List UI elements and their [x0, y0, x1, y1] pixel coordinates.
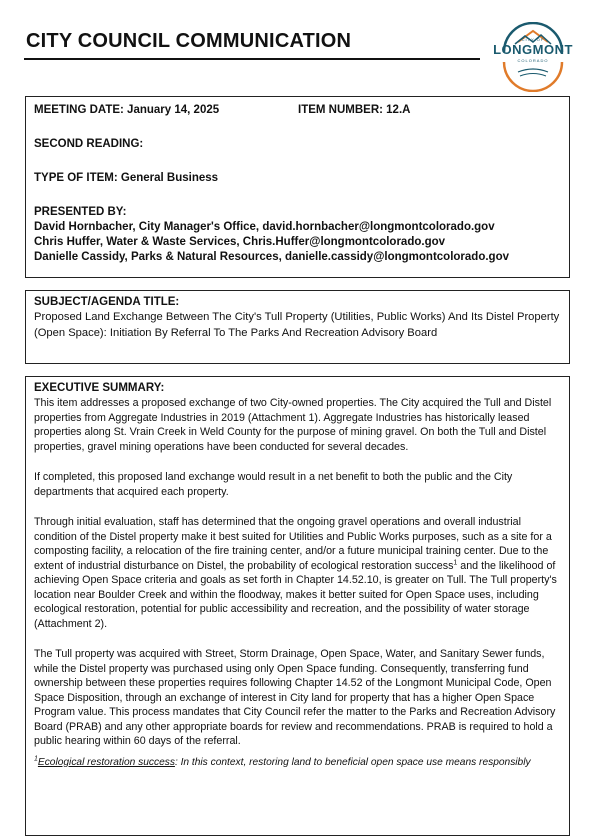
item-number: ITEM NUMBER: 12.A: [298, 104, 411, 116]
executive-summary-box: [25, 376, 570, 836]
presenter-3: Danielle Cassidy, Parks & Natural Resources, danielle.cassidy@longmontcolorado.gov: [34, 251, 509, 263]
summary-heading: EXECUTIVE SUMMARY:: [34, 382, 165, 394]
subject-text: Proposed Land Exchange Between The City's Tull Property (Utilities, Public Works) And Its Distel Property (Open Space): Initiation By Referral To The Parks And Recreation Advisory Board: [34, 311, 560, 339]
meeting-info-box: [25, 96, 570, 278]
page-header: [22, 28, 582, 78]
footnote-term: Ecological restoration success: [37, 756, 175, 768]
logo-bottom-text: COLORADO: [517, 58, 549, 63]
presented-by-label: PRESENTED BY:: [34, 206, 127, 218]
summary-paragraph-2: If completed, this proposed land exchange would result in a net benefit to both the public and the City departments that acquired each property.: [34, 471, 513, 498]
title-underline: [24, 58, 480, 60]
summary-paragraph-3-part-1: Through initial evaluation, staff has determined that the ongoing gravel operations and overall industrial condition of the Distel property make it best suited for Utilities and Public Works purposes, such as a site for a composting facility, a relocation of the fire training center, and/or a future municipal training center. Due to the extent of industrial disturbance on Distel, the probability of ecological restoration success: [34, 516, 552, 572]
footnote: [34, 756, 561, 769]
subject-box: [25, 290, 570, 364]
logo-emblem-icon: [490, 22, 576, 92]
city-logo: [490, 22, 576, 92]
presenter-1: David Hornbacher, City Manager's Office, david.hornbacher@longmontcolorado.gov: [34, 221, 495, 233]
type-of-item: TYPE OF ITEM: General Business: [34, 172, 219, 184]
footnote-mark: 1: [34, 755, 38, 763]
summary-paragraph-3-part-2: and the likelihood of achieving Open Space criteria and goals as set forth in Chapter 14.52.10, is greater on Tull. The Tull property's location near Boulder Creek and within the floodway, makes it better suited for Open Space uses, including ecological restoration, potential for public accessibility and recreation, and the possibility of water storage (Attachment 2).: [34, 559, 557, 630]
summary-paragraph-1: This item addresses a proposed exchange of two City-owned properties. The City acquired the Tull and Distel properties from Aggregate Industries in 2019 (Attachment 1). Aggregate Industries has historically leased properties along St. Vrain Creek in Weld County for the purpose of mining gravel. On both the Tull and Distel properties, gravel mining operations have been conducted for several decades.: [34, 397, 552, 453]
summary-paragraph-3: [34, 515, 561, 631]
footnote-reference: 1: [453, 558, 458, 566]
logo-name: LONGMONT: [493, 42, 573, 57]
summary-paragraph-4: The Tull property was acquired with Street, Storm Drainage, Open Space, Water, and Sanitary Sewer funds, while the Distel property was purchased using only Open Space funding. Consequently, transferring fund ownership between these properties requires following Chapter 14.52 of the Longmont Municipal Code, Open Space Disposition, through an exchange of interest in City land for property that has a higher Open Space Program value. This process mandates that City Council refer the matter to the Parks and Recreation Advisory Board (PRAB) and any other appropriate boards for review and recommendations. PRAB is required to hold a public hearing within 60 days of the referral.: [34, 648, 556, 747]
page-title: CITY COUNCIL COMMUNICATION: [26, 30, 352, 52]
meeting-date: MEETING DATE: January 14, 2025: [34, 104, 220, 116]
logo-top-text: CITY OF: [521, 37, 545, 42]
second-reading-label: SECOND READING:: [34, 138, 144, 150]
subject-heading: SUBJECT/AGENDA TITLE:: [34, 296, 180, 308]
footnote-text: : In this context, restoring land to beneficial open space use means responsibly: [174, 756, 531, 768]
presenter-2: Chris Huffer, Water & Waste Services, Chris.Huffer@longmontcolorado.gov: [34, 236, 446, 248]
